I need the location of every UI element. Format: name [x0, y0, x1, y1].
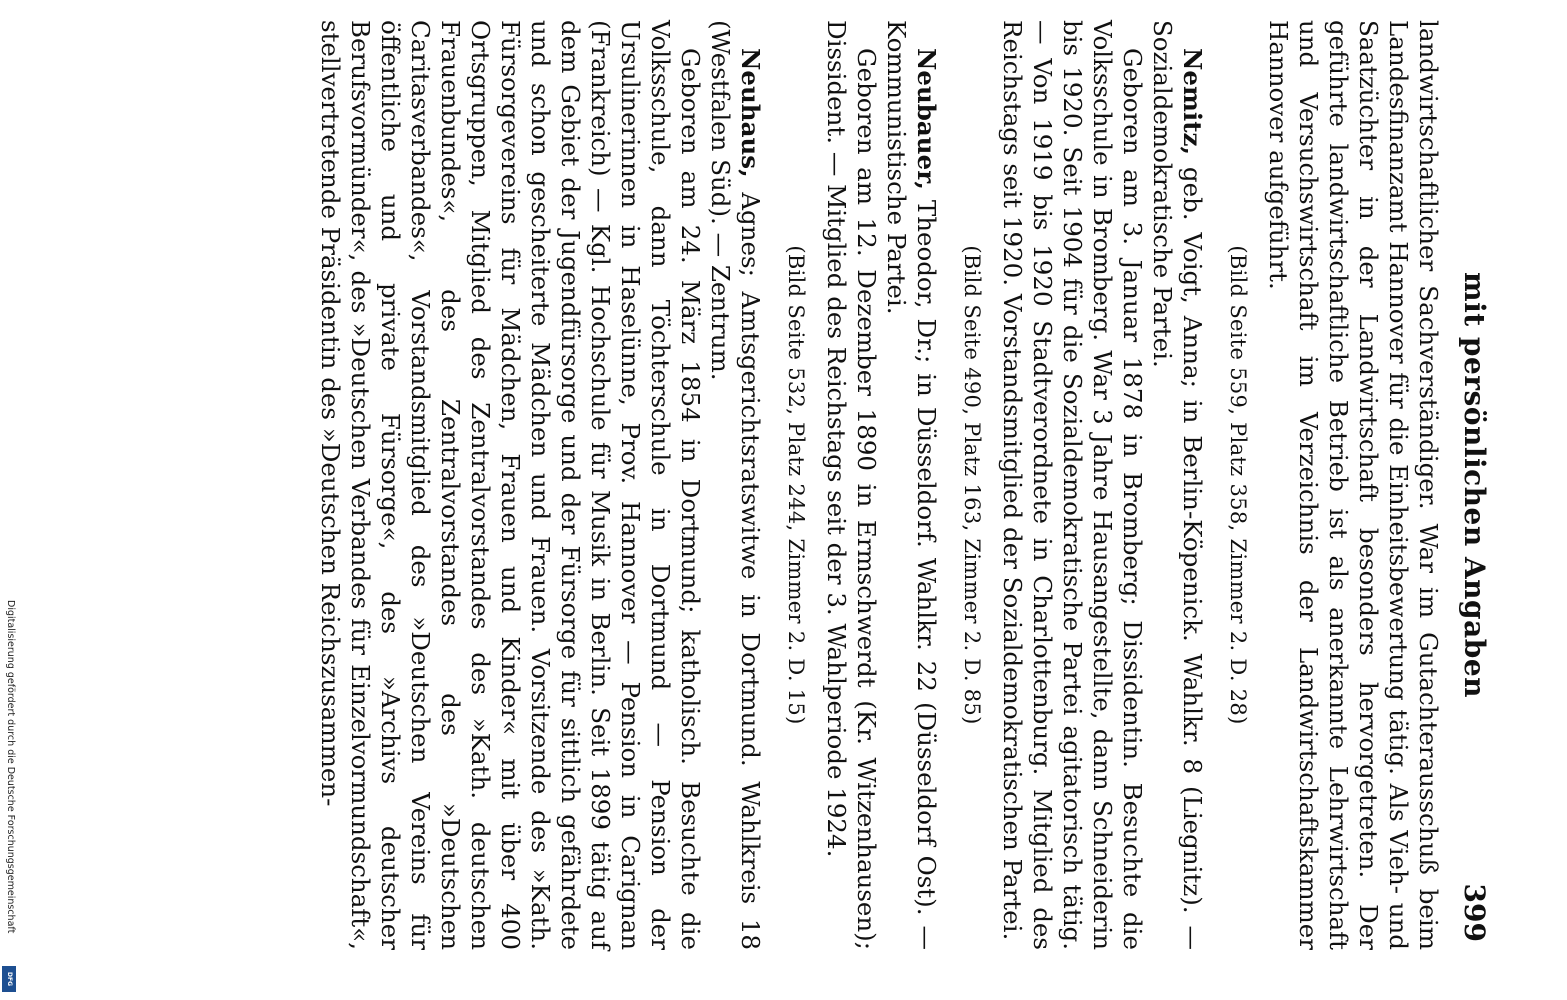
- member-details: geb. Voigt, Anna; in Berlin-Köpenick. Wahlkr. 8 (Liegnitz). — Sozialdemokratische Partei.: [1148, 20, 1207, 950]
- dfg-logo-text: DFG: [6, 971, 14, 987]
- page-number: 399: [1458, 883, 1491, 942]
- dfg-logo: [2, 966, 16, 992]
- running-head: [1449, 20, 1489, 950]
- photo-reference: (Bild Seite 490, Platz 163, Zimmer 2. D. 85): [960, 245, 984, 725]
- biography-text: Geboren am 3. Januar 1878 in Bromberg; Dissidentin. Besuchte die Volksschule in Bromberg. War 3 Jahre Hausangestellte, dann Schneiderin bis 1920. Seit 1904 für die Sozialdemokratische Partei agitatorisch tätig. — Von 1919 bis 1920 Stadtverordnete in Charlottenburg. Mitglied des Reichstags seit 1920. Vorstandsmitglied der Sozialdemokratischen Partei.: [998, 20, 1147, 950]
- member-name: Neubauer,: [912, 48, 941, 190]
- entry-heading: [1147, 20, 1207, 950]
- photo-reference: (Bild Seite 532, Platz 244, Zimmer 2. D. 15): [784, 245, 808, 725]
- running-title: mit persönlichen Angaben: [1458, 271, 1491, 699]
- document-page: [29, 20, 1489, 950]
- member-name: Neuhaus,: [736, 48, 765, 178]
- entry-continuation: [1223, 20, 1443, 950]
- biography-text: Geboren am 24. März 1854 in Dortmund; katholisch. Besuchte die Volksschule, dann Töchterschule in Dortmund — Pension der Ursulinerinnen in Haselünne, Prov. Hannover — Pension in Carignan (Frankreich) — Kgl. Hochschule für Musik in Berlin. Seit 1899 tätig auf dem Gebiet der Jugendfürsorge und der Fürsorge für sittlich gefährdete und schon gescheiterte Mädchen und Frauen. Vorsitzende des »Kath. Fürsorgevereins für Mädchen, Frauen und Kinder« mit über 400 Ortsgruppen, Mitglied des Zentralvorstandes des »Kath. deutschen Frauenbundes«, des Zentralvorstandes des »Deutschen Caritasverbandes«, Vorstandsmitglied des »Deutschen Vereins für öffentliche und private Fürsorge«, des »Archivs deutscher Berufsvormünder«, des »Deutschen Verbandes für Einzelvormundschaft«, stellvertretende Präsidentin des »Deutschen Reichszusammen-: [316, 20, 705, 950]
- photo-reference: (Bild Seite 559, Platz 358, Zimmer 2. D. 28): [1226, 245, 1250, 725]
- entry-heading: [881, 20, 941, 950]
- entry-text: landwirtschaftlicher Sachverständiger. War im Gutachterausschuß beim Landesfinanzamt Hannover für die Einheitsbewertung tätig. Als Vieh- und Saatzüchter in der Landwirtschaft besonders hervorgetreten. Der geführte landwirtschaftliche Betrieb ist als anerkannte Lehrwirtschaft und Versuchswirtschaft im Verzeichnis der Landwirtschaftskammer Hannover aufgeführt.: [1264, 20, 1443, 950]
- digitization-credit: [4, 600, 16, 990]
- credit-text: Digitalisierung gefördert durch die Deutsche Forschungsgemeinschaft: [5, 600, 16, 934]
- entry-nemitz: [957, 20, 1207, 950]
- member-details: Theodor, Dr.; in Düsseldorf. Wahlkr. 22 (Düsseldorf Ost). — Kommunistische Partei.: [882, 20, 941, 950]
- entry-neuhaus: [315, 20, 765, 950]
- member-name: Nemitz,: [1178, 48, 1207, 155]
- entry-neubauer: [781, 20, 941, 950]
- member-details: Agnes; Amtsgerichtsratswitwe in Dortmund. Wahlkreis 18 (Westfalen Süd). — Zentrum.: [706, 20, 765, 950]
- biography-text: Geboren am 12. Dezember 1890 in Ermschwerdt (Kr. Witzenhausen); Dissident. — Mitglied des Reichstags seit der 3. Wahlperiode 1924.: [822, 20, 881, 950]
- entry-heading: [705, 20, 765, 950]
